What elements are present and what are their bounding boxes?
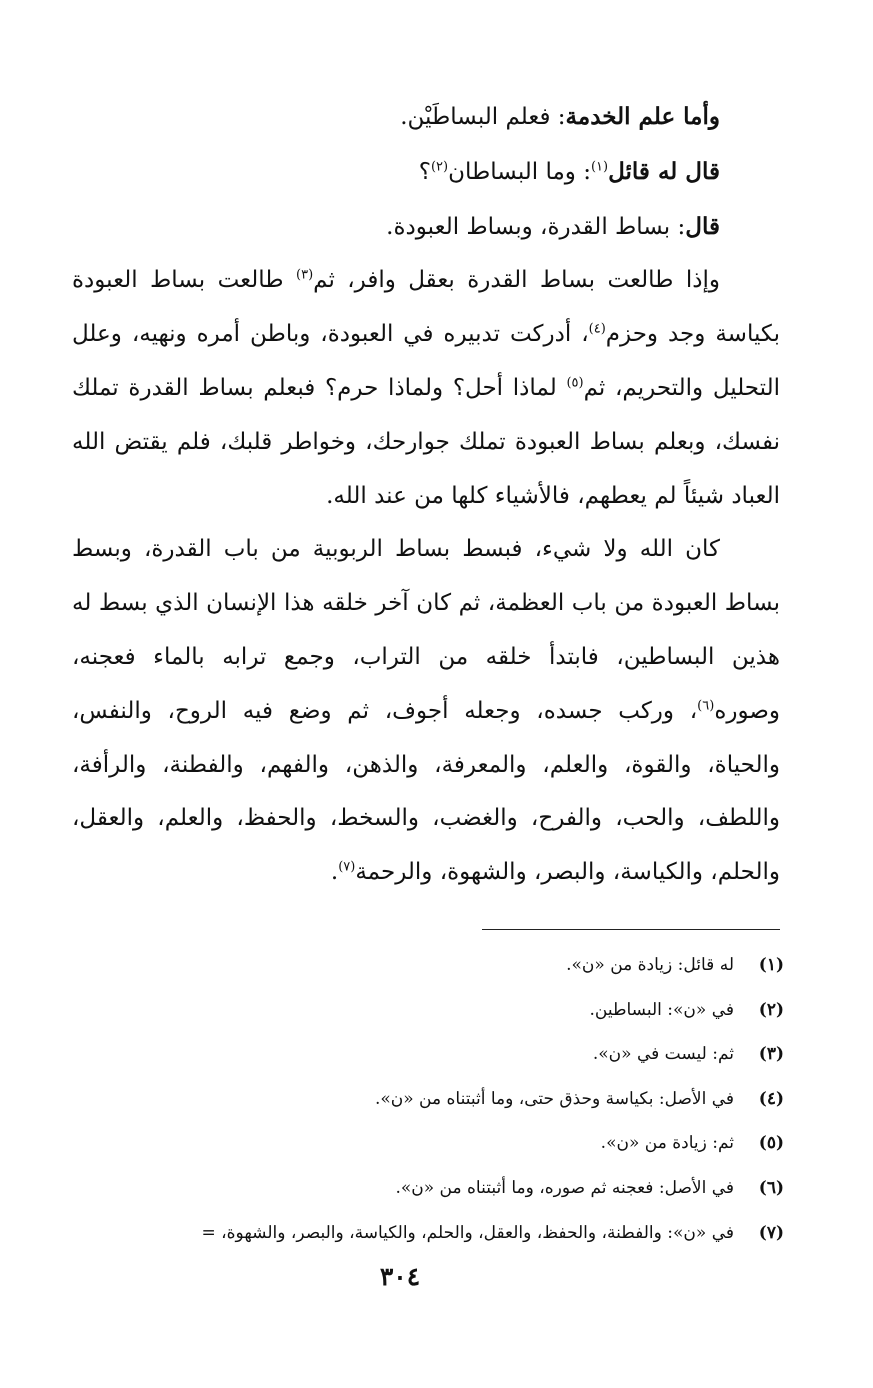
footnote-item	[72, 1211, 784, 1256]
footnote-text: في الأصل: فعجنه ثم صوره، وما أثبتناه من «ن».	[395, 1177, 734, 1198]
footnote-item	[72, 1121, 784, 1166]
footnote-ref: (٤)	[588, 321, 606, 337]
dialog-end: ؟	[418, 158, 431, 185]
paragraph-text: كان الله ولا شيء، فبسط بساط الربوبية من باب القدرة، وبسط بساط العبودة من باب العظمة، ثم كان آخر خلقه هذا الإنسان الذي بسط له هذين البساطين، فابتدأ خلقه من التراب، وجمع ترابه بالماء فعجنه، وصوره	[72, 536, 780, 724]
footnote-text: ثم: زيادة من «ن».	[600, 1133, 734, 1154]
main-text	[72, 90, 780, 900]
footnote-number: (٥)	[758, 1133, 784, 1154]
paragraph-2	[72, 523, 780, 900]
footnote-ref: (٣)	[296, 267, 314, 283]
footnote-ref: (٧)	[338, 859, 356, 875]
dialog-line-1	[72, 90, 780, 145]
footnote-item	[72, 1077, 784, 1122]
page-number: ٣٠٤	[379, 1262, 421, 1291]
paragraph-1	[72, 254, 780, 523]
dialog-text: : فعلم البساطَيْن.	[400, 104, 566, 130]
footnote-number: (٤)	[758, 1088, 784, 1109]
footnote-text: في الأصل: بكياسة وحذق حتى، وما أثبتناه من «ن».	[374, 1088, 734, 1109]
dialog-line-3	[72, 200, 780, 255]
footnote-number: (٦)	[758, 1177, 784, 1198]
footnote-item	[72, 1032, 784, 1077]
footnote-number: (٢)	[758, 999, 784, 1020]
footnote-item	[72, 1166, 784, 1211]
dialog-text: : وما البساطان	[448, 158, 591, 185]
dialog-label: قال	[685, 212, 720, 240]
footnote-ref: (٢)	[430, 159, 449, 175]
footnote-divider	[482, 929, 780, 930]
footnote-text: له قائل: زيادة من «ن».	[566, 955, 734, 975]
footnote-number: (٧)	[758, 1222, 784, 1243]
footnote-ref: (٦)	[697, 698, 715, 714]
dialog-line-2	[72, 145, 780, 200]
dialog-label: وأما علم الخدمة	[565, 103, 720, 130]
paragraph-text: لماذا أحل؟ ولماذا حرم؟ فبعلم بساط القدرة تملك نفسك، وبعلم بساط العبودة تملك جوارحك، وخواطر قلبك، فلم يقتض الله العباد شيئاً لم يعطهم، فالأشياء كلها من عند الله.	[72, 374, 780, 509]
footnote-ref: (١)	[590, 159, 609, 175]
footnotes	[72, 943, 784, 1255]
paragraph-text: ، أدركت تدبيره في العبودة، وباطن أمره ونهيه، وعلل التحليل والتحريم، ثم	[72, 321, 780, 401]
footnote-number: (١)	[758, 955, 784, 975]
footnote-ref: (٥)	[566, 375, 584, 391]
footnote-text: في «ن»: البساطين.	[589, 999, 734, 1020]
footnote-text: ثم: ليست في «ن».	[592, 1044, 734, 1065]
footnote-text: في «ن»: والفطنة، والحفظ، والعقل، والحلم، والكياسة، والبصر، والشهوة، =	[201, 1222, 734, 1243]
footnote-number: (٣)	[758, 1044, 784, 1065]
paragraph-text: ، وركب جسده، وجعله أجوف، ثم وضع فيه الروح، والنفس، والحياة، والقوة، والعلم، والمعرفة، والذهن، والفهم، والفطنة، والرأفة، واللطف، والحب، والفرح، والغضب، والسخط، والحفظ، والعلم، والعقل، والحلم، والكياسة، والبصر، والشهوة، والرحمة	[72, 697, 780, 886]
footnote-item	[72, 988, 784, 1033]
dialog-label: قال له قائل	[608, 157, 720, 185]
footnote-item	[72, 943, 784, 988]
paragraph-text: .	[330, 859, 339, 886]
paragraph-text: طالعت بساط العبودة بكياسة وجد وحزم	[72, 267, 781, 348]
paragraph-text: وإذا طالعت بساط القدرة بعقل وافر، ثم	[313, 267, 720, 294]
dialog-text: : بساط القدرة، وبساط العبودة.	[386, 213, 686, 240]
